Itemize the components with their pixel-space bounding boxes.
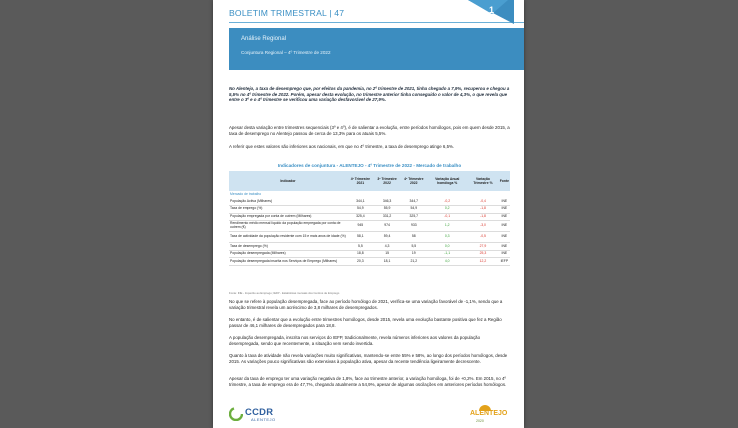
bulletin-page — [213, 0, 524, 428]
quarter-variation-cell: -0,5 — [467, 232, 498, 243]
value-cell: 20,3 — [347, 258, 374, 266]
indicator-cell: População empregada por conta de outrem (Milhares) — [229, 213, 347, 221]
table-section-row — [229, 191, 510, 198]
quarter-variation-cell: -1,8 — [467, 206, 498, 214]
column-header: 4º Trimestre 2022 — [400, 171, 427, 191]
table-row — [229, 198, 510, 206]
ccdr-mark-icon — [229, 407, 243, 421]
value-cell: 344,7 — [400, 198, 427, 206]
paragraph: No que se refere à população desempregada, face ao período homólogo de 2021, verifica-se uma variação favorável de -1,1%, sendo que a variação trimestral revela um acréscimo de 3,8 milhares de desempregados. — [229, 299, 503, 310]
value-cell: 55,9 — [374, 206, 401, 214]
table-row — [229, 206, 510, 214]
annual-variation-cell: -0,2 — [427, 198, 467, 206]
bulletin-title: BOLETIM TRIMESTRAL | 47 — [229, 8, 345, 18]
annual-variation-cell: 0,3 — [427, 232, 467, 243]
column-header: Indicador — [229, 171, 347, 191]
indicator-cell: Taxa de desemprego (%) — [229, 243, 347, 251]
paragraph: Apesar da taxa de emprego ter uma variação negativa de 1,8%, face ao trimestre anterior, a variação homóloga, foi de +0,2%. Em 2015, no 4º trimestre, a taxa de emprego era de 47,7%, chegando atualmente a 54,9%, apesar de algumas oscilações em anteriores períodos homólogos. — [229, 376, 507, 387]
annual-variation-cell: -1,1 — [427, 250, 467, 258]
table-source-note: Fonte: INE - Inquérito ao Emprego; IEFP - Estatísticas mensais dos Centros de Emprego — [229, 291, 340, 295]
indicator-cell: População desempregada inscrita nos Serviços de Emprego (Milhares) — [229, 258, 347, 266]
ccdr-wordmark: CCDR — [245, 406, 274, 417]
table-row — [229, 232, 510, 243]
paragraph: Apesar desta variação entre trimestres sequenciais (3º e 4º), é de salientar a evolução, entre períodos homólogos, pois em quem desde 2015, a taxa de desemprego no Alentejo passou de cerca de 13,3% para os atuais 5,5%. — [229, 125, 510, 136]
source-cell: INE — [499, 250, 510, 258]
quarter-variation-cell: 25,3 — [467, 250, 498, 258]
value-cell: 59,4 — [374, 232, 401, 243]
value-cell: 18,1 — [374, 258, 401, 266]
table-row — [229, 213, 510, 221]
column-header: 3º Trimestre 2022 — [374, 171, 401, 191]
annual-variation-cell: 1,2 — [427, 221, 467, 232]
section-label: Mercado de trabalho — [230, 191, 262, 196]
source-cell: INE — [499, 198, 510, 206]
alentejo-2020-logo — [462, 404, 510, 426]
value-cell: 331,2 — [374, 213, 401, 221]
lead-paragraph: No Alentejo, a taxa de desemprego que, por efeitos da pandemia, no 2º trimestre de 2021, tinha chegado a 7,9%, recuperou e chegou a 5,5% no 4º trimestre de 2022. Porém, apesar desta evolução, no trimestre anterior tinha conseguido o valor de 4,3%, o que revela que entre o 3º e o 4º trimestre se verificou uma variação desfavorável de 27,9%. — [229, 86, 510, 103]
quarter-variation-cell: -1,8 — [467, 213, 498, 221]
source-cell: INE — [499, 221, 510, 232]
paragraph: A população desempregada, inscrita nos serviços do IEFP, tradicionalmente, revela números inferiores aos valores da população desempregada, sendo que recentemente, a situação vem sendo invertida. — [229, 335, 481, 346]
value-cell: 54,9 — [400, 206, 427, 214]
value-cell: 58,1 — [347, 232, 374, 243]
table-row — [229, 243, 510, 251]
column-header: Variação Trimestre % — [467, 171, 498, 191]
value-cell: 58 — [400, 232, 427, 243]
section-band — [229, 28, 524, 70]
value-cell: 344,1 — [347, 198, 374, 206]
annual-variation-cell: 4,0 — [427, 258, 467, 266]
table-row — [229, 250, 510, 258]
paragraph: Quanto à taxa de atividade não revela variações muito significativas, mantendo-se entre 55% e 58%, ao longo dos períodos homólogos, desde 2015. As variações pouco significativas são extensivas à população ativa, apesar da recente tendência ligeiramente decrescente. — [229, 353, 508, 364]
paragraph: A referir que estes valores são inferiores aos nacionais, em que no 4º trimestre, a taxa de desemprego atinge 6,5%. — [229, 144, 455, 149]
value-cell: 5,5 — [347, 243, 374, 251]
table-header-row — [229, 171, 510, 191]
section-title: Análise Regional — [241, 36, 287, 42]
indicator-cell: Taxa de actividade da população residente com 15 e mais anos de idade (%) — [229, 232, 347, 243]
value-cell: 933 — [400, 221, 427, 232]
value-cell: 346,3 — [374, 198, 401, 206]
ccdr-alentejo-logo — [229, 405, 289, 425]
table-title: Indicadores de conjuntura - ALENTEJO - 4º Trimestre de 2022 - Mercado de trabalho — [277, 163, 462, 168]
value-cell: 19 — [400, 250, 427, 258]
value-cell: 54,9 — [347, 206, 374, 214]
source-cell: INE — [499, 243, 510, 251]
source-cell: INE — [499, 206, 510, 214]
paragraph: No entanto, é de salientar que a evolução entre trimestres homólogos, desde 2015, revela uma evolução bastante positiva que fez a Região passar de 46,1 milhares de desempregados para 18,8. — [229, 317, 502, 328]
quarter-variation-cell: 12,2 — [467, 258, 498, 266]
value-cell: 21,2 — [400, 258, 427, 266]
value-cell: 18,8 — [347, 250, 374, 258]
value-cell: 945 — [347, 221, 374, 232]
indicator-cell: Rendimento médio mensal líquido da população empregada por conta de outrem (€) — [229, 221, 347, 232]
table-row — [229, 258, 510, 266]
source-cell: INE — [499, 213, 510, 221]
value-cell: 5,5 — [400, 243, 427, 251]
ccdr-region: ALENTEJO — [251, 417, 276, 422]
indicator-cell: População desempregada (Milhares) — [229, 250, 347, 258]
page-number: 1 — [488, 5, 494, 15]
source-cell: IEFP — [499, 258, 510, 266]
indicator-cell: População Activa (Milhares) — [229, 198, 347, 206]
value-cell: 974 — [374, 221, 401, 232]
table-row — [229, 221, 510, 232]
quarter-variation-cell: -3,0 — [467, 221, 498, 232]
quarter-variation-cell: 27,9 — [467, 243, 498, 251]
indicator-cell: Taxa de emprego (%) — [229, 206, 347, 214]
alentejo-wordmark: ALENTEJO — [470, 410, 508, 417]
value-cell: 15 — [374, 250, 401, 258]
source-cell: INE — [499, 232, 510, 243]
annual-variation-cell: 0,2 — [427, 206, 467, 214]
indicators-table — [229, 171, 510, 266]
value-cell: 4,3 — [374, 243, 401, 251]
value-cell: 325,4 — [347, 213, 374, 221]
column-header: 4º Trimestre 2021 — [347, 171, 374, 191]
section-subtitle: Conjuntura Regional – 4º Trimestre de 2022 — [241, 50, 331, 55]
value-cell: 325,7 — [400, 213, 427, 221]
quarter-variation-cell: -0,4 — [467, 198, 498, 206]
alentejo-year: 2020 — [476, 419, 484, 423]
column-header: Variação Anual homóloga % — [427, 171, 467, 191]
column-header: Fonte — [499, 171, 510, 191]
annual-variation-cell: -0,1 — [427, 213, 467, 221]
annual-variation-cell: 0,0 — [427, 243, 467, 251]
